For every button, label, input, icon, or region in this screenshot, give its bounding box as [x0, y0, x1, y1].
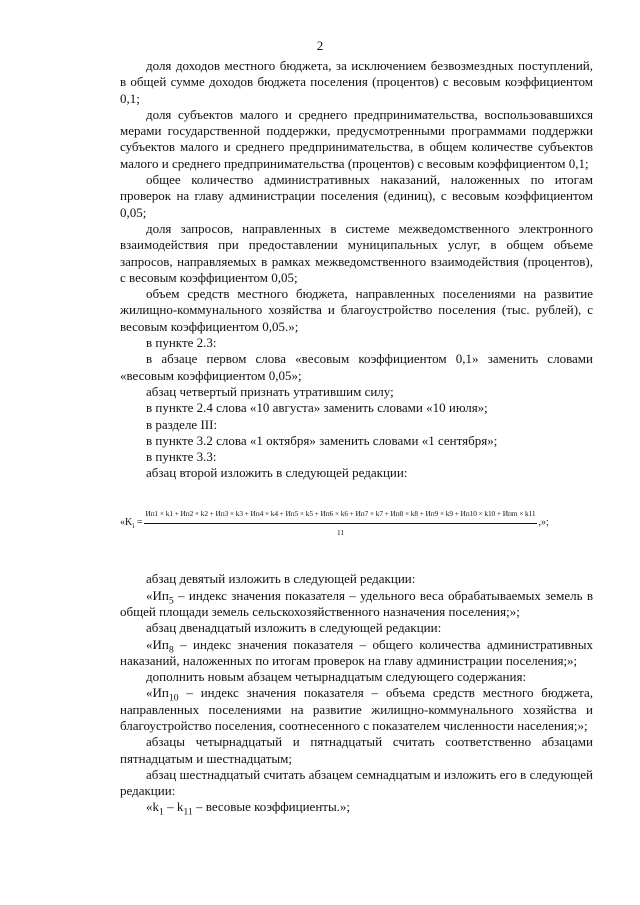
formula-numerator: Ип1 × k1 + Ип2 × k2 + Ип3 × k3 + Ип4 × k4 + Ип5 × k5 + Ип6 × k6 + Ип7 × k7 + Ип8 × k8 + Ип9 × k9 + Ип10 × k10 + Ипm × k11 — [144, 506, 536, 524]
formula-fraction — [144, 506, 536, 542]
paragraph: абзац четвертый признать утратившим силу; — [146, 383, 394, 399]
paragraph: доля запросов, направленных в системе межведомственного электронного взаимодействия при предоставлении муниципальных услуг, в общем объеме запросов, направляемых в рамках межведомственного взаимодействия (процентов), с весовым коэффициентом 0,05; — [120, 220, 593, 285]
formula-close: ,»; — [538, 517, 549, 529]
paragraph: абзац девятый изложить в следующей редакции: — [146, 571, 416, 587]
paragraph: «$k_1 - k_{11}$ – весовые коэффициенты.»; — [146, 799, 351, 819]
paragraph: объем средств местного бюджета, направленных поселениями на развитие жилищно-коммунального хозяйства и благоустройство поселения (тыс. рублей), с весовым коэффициентом 0,05.»; — [120, 286, 593, 334]
paragraph: в пункте 2.4 слова «10 августа» заменить словами «10 июля»; — [146, 400, 488, 416]
paragraph: «$Ип_5$ – индекс значения показателя – удельного веса обрабатываемых земель в общей площади земель сельскохозяйственного назначения поселения;»; — [120, 587, 593, 619]
paragraph: абзац двенадцатый изложить в следующей редакции: — [146, 620, 442, 636]
formula — [120, 506, 593, 542]
paragraph: в разделе III: — [146, 416, 218, 432]
paragraphs-after — [120, 571, 593, 819]
paragraph: в пункте 3.2 слова «1 октября» заменить словами «1 сентября»; — [146, 432, 498, 448]
formula-open: «$K_i$ = — [120, 517, 143, 531]
formula-denominator: 11 — [336, 528, 345, 538]
paragraph: доля субъектов малого и среднего предпринимательства, воспользовавшихся мерами государственной поддержки, предусмотренными программами поддержки субъектов малого и среднего предпринимательства, в общем количестве субъектов малого и среднего предпринимательства (процентов) с весовым коэффициентом 0,1; — [120, 106, 593, 171]
paragraph: абзац второй изложить в следующей редакции: — [146, 465, 408, 481]
document-body — [120, 58, 593, 819]
paragraph: дополнить новым абзацем четырнадцатым следующего содержания: — [146, 669, 527, 685]
paragraph: «$Ип_{10}$ – индекс значения показателя – объема средств местного бюджета, направленных поселениями на развитие жилищно-коммунального хозяйства и благоустройство поселения, соотнесенного с показателем численности населения;»; — [120, 685, 593, 733]
paragraph: общее количество административных наказаний, наложенных по итогам проверок на главу администрации поселения (единиц), с весовым коэффициентом 0,05; — [120, 172, 593, 220]
paragraph: в пункте 3.3: — [146, 449, 217, 465]
paragraphs-before — [120, 58, 593, 482]
paragraph: абзац шестнадцатый считать абзацем семнадцатым и изложить его в следующей редакции: — [120, 766, 593, 799]
paragraph: в пункте 2.3: — [146, 335, 217, 351]
paragraph: абзацы четырнадцатый и пятнадцатый считать соответственно абзацами пятнадцатым и шестнадцатым; — [120, 734, 593, 766]
paragraph: доля доходов местного бюджета, за исключением безвозмездных поступлений, в общей сумме доходов бюджета поселения (процентов) с весовым коэффициентом 0,1; — [120, 58, 593, 106]
paragraph: «$Ип_8$ – индекс значения показателя – общего количества административных наказаний, наложенных по итогам проверок на главу администрации поселения;»; — [120, 636, 593, 668]
paragraph: в абзаце первом слова «весовым коэффициентом 0,1» заменить словами «весовым коэффициентом 0,05»; — [120, 351, 593, 383]
page-number: 2 — [316, 38, 324, 53]
